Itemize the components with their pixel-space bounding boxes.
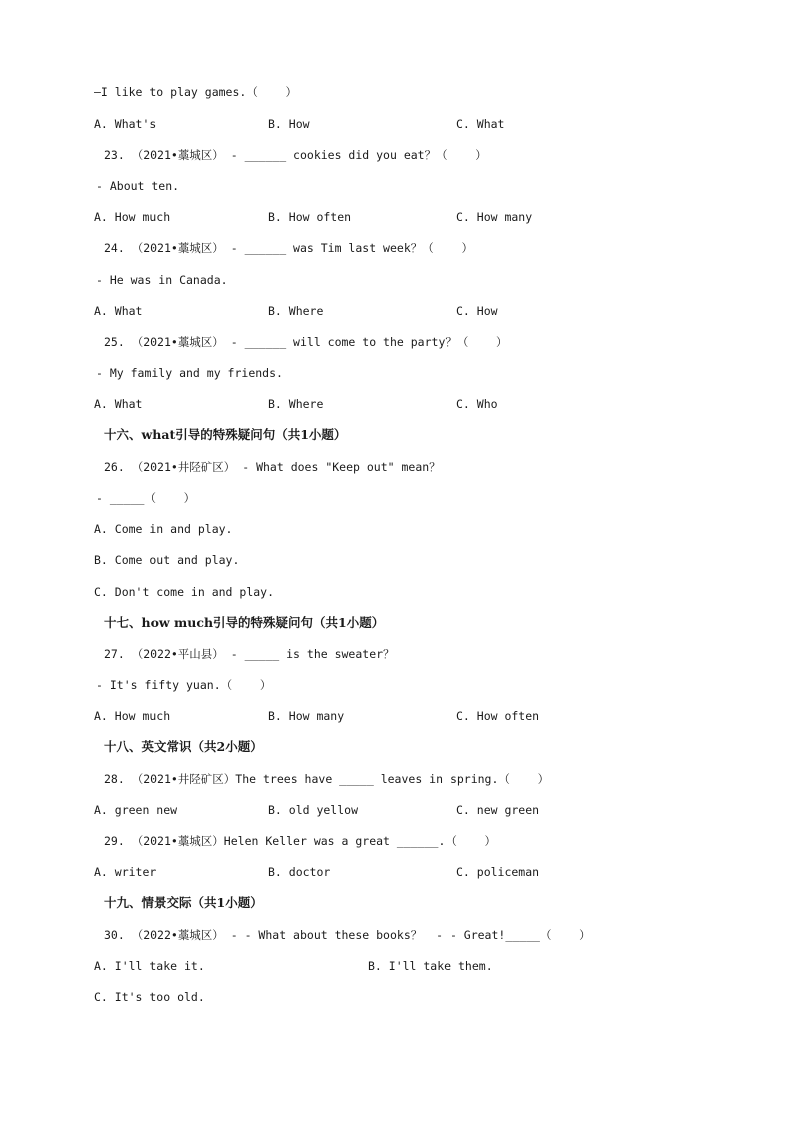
option-b: B. Where bbox=[268, 304, 324, 318]
option-c: C. policeman bbox=[456, 865, 540, 879]
option-b: B. How bbox=[268, 117, 310, 131]
option-a: A. What's bbox=[94, 117, 157, 131]
answer-line: - My family and my friends. bbox=[96, 366, 283, 380]
question-24: 24. （2021•藁城区） - ______ was Tim last week？（ ） bbox=[104, 241, 473, 255]
question-29: 29. （2021•藁城区）Helen Keller was a great ______.（ ） bbox=[104, 834, 497, 848]
option-b: B. Come out and play. bbox=[94, 553, 240, 567]
section-heading-17: 十七、how much引导的特殊疑问句（共1小题） bbox=[104, 615, 385, 630]
question-25: 25. （2021•藁城区） - ______ will come to the party？（ ） bbox=[104, 335, 508, 349]
option-c: C. Who bbox=[456, 397, 498, 411]
option-a: A. Come in and play. bbox=[94, 522, 233, 536]
option-c: C. How bbox=[456, 304, 498, 318]
answer-line: - It's fifty yuan.（ ） bbox=[96, 678, 272, 692]
question-26: 26. （2021•井陉矿区） - What does "Keep out" mean？ bbox=[104, 460, 441, 474]
section-heading-19: 十九、情景交际（共1小题） bbox=[104, 895, 263, 910]
question-23: 23. （2021•藁城区） - ______ cookies did you eat？（ ） bbox=[104, 148, 487, 162]
option-a: A. How much bbox=[94, 709, 171, 723]
option-a: A. How much bbox=[94, 210, 171, 224]
question-28: 28. （2021•井陉矿区）The trees have _____ leaves in spring.（ ） bbox=[104, 772, 550, 786]
option-b: B. How often bbox=[268, 210, 352, 224]
option-a: A. What bbox=[94, 397, 143, 411]
question-30: 30. （2022•藁城区） - - What about these books？ - - Great!_____（ ） bbox=[104, 928, 591, 942]
section-heading-18: 十八、英文常识（共2小题） bbox=[104, 739, 263, 754]
option-c: C. It's too old. bbox=[94, 990, 205, 1004]
option-b: B. Where bbox=[268, 397, 324, 411]
option-a: A. writer bbox=[94, 865, 157, 879]
question-27: 27. （2022•平山县） - _____ is the sweater？ bbox=[104, 647, 395, 661]
option-a: A. What bbox=[94, 304, 143, 318]
option-b: B. How many bbox=[268, 709, 345, 723]
option-b: B. I'll take them. bbox=[368, 959, 493, 973]
answer-line: - _____（ ） bbox=[96, 491, 196, 505]
option-b: B. old yellow bbox=[268, 803, 359, 817]
answer-line: —I like to play games.（ ） bbox=[94, 85, 298, 99]
option-a: A. I'll take it. bbox=[94, 959, 205, 973]
option-c: C. How often bbox=[456, 709, 540, 723]
option-c: C. What bbox=[456, 117, 505, 131]
option-b: B. doctor bbox=[268, 865, 331, 879]
option-c: C. new green bbox=[456, 803, 540, 817]
section-heading-16: 十六、what引导的特殊疑问句（共1小题） bbox=[104, 427, 347, 442]
option-c: C. Don't come in and play. bbox=[94, 585, 275, 599]
option-c: C. How many bbox=[456, 210, 533, 224]
option-a: A. green new bbox=[94, 803, 178, 817]
answer-line: - He was in Canada. bbox=[96, 273, 228, 287]
answer-line: - About ten. bbox=[96, 179, 180, 193]
